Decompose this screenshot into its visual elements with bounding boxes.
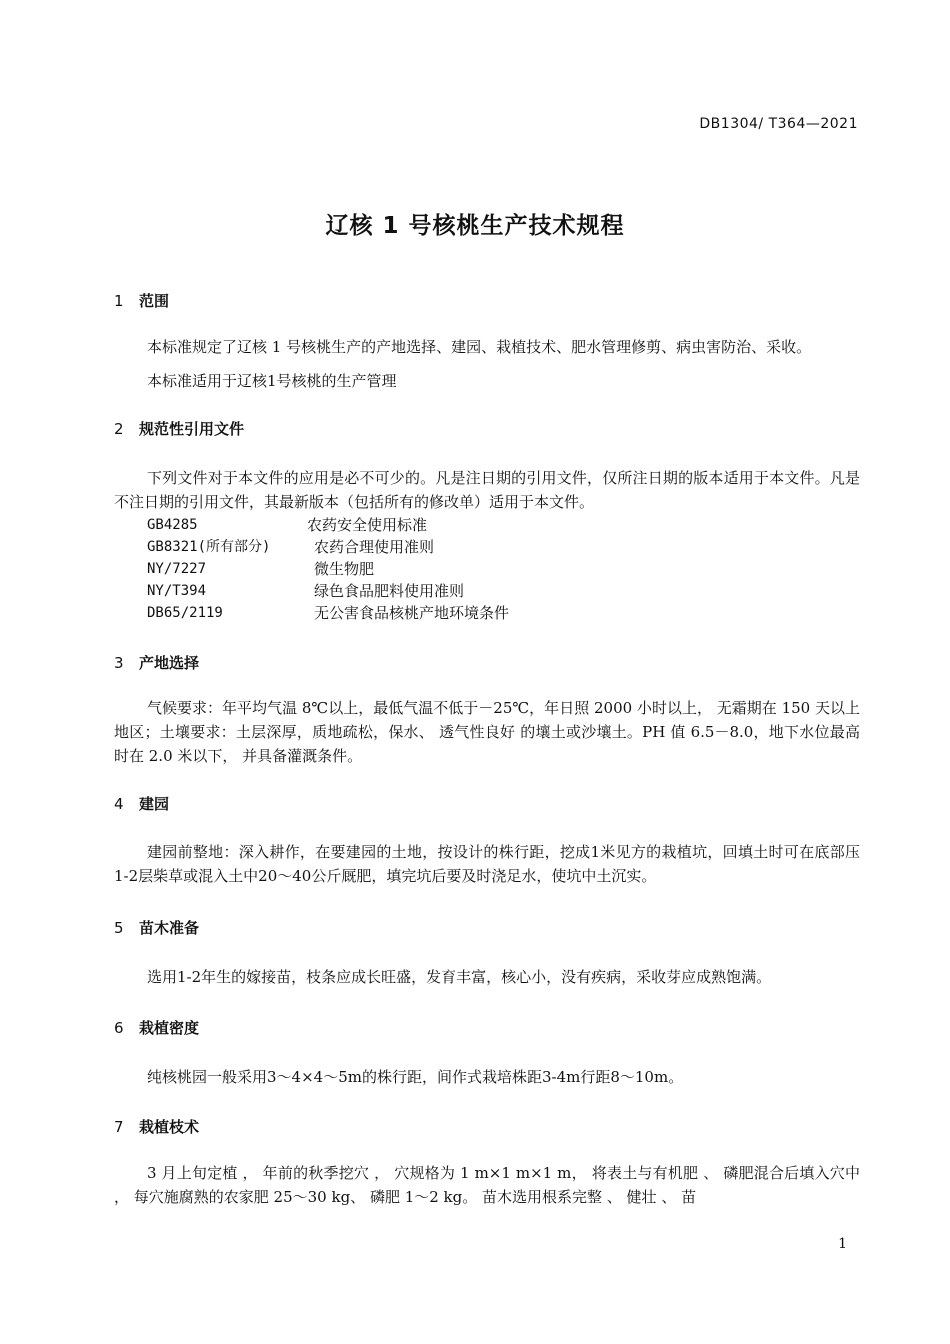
section-7-paragraph: 3 月上旬定植 ， 年前的秋季挖穴 ， 穴规格为 1 m×1 m×1 m， 将表土与有机肥 、 磷肥混合后填入穴中 ， 每穴施腐熟的农家肥 25～30 kg、 磷肥 1～2 kg。 苗木选用根系完整 、 健壮 、 苗 [114, 1164, 860, 1206]
document-code: DB1304/ T364—2021 [699, 116, 858, 132]
section-title: 规范性引用文件 [139, 420, 245, 438]
section-number: 6 [114, 1019, 124, 1037]
section-2-intro: 下列文件对于本文件的应用是必不可少的。凡是注日期的引用文件，仅所注日期的版本适用于本文件。凡是不注日期的引用文件，其最新版本（包括所有的修改单）适用于本文件。 [114, 469, 860, 511]
section-title: 苗木准备 [139, 919, 200, 937]
reference-name: 绿色食品肥料使用准则 [314, 582, 465, 600]
section-number: 4 [114, 795, 124, 813]
section-1-paragraph-1: 本标准规定了辽核 1 号核桃生产的产地选择、建园、栽植技术、肥水管理修剪、病虫害防治、采收。 [147, 338, 812, 356]
page-number: 1 [838, 1236, 847, 1252]
reference-name: 微生物肥 [314, 560, 375, 578]
reference-name: 无公害食品核桃产地环境条件 [314, 604, 510, 622]
section-1-heading [114, 290, 169, 311]
section-3-heading [114, 652, 199, 673]
section-2-heading [114, 418, 244, 439]
section-title: 范围 [139, 292, 170, 310]
reference-name: 农药合理使用准则 [314, 538, 435, 556]
reference-name: 农药安全使用标准 [307, 516, 428, 534]
section-5-heading [114, 917, 199, 938]
section-3-paragraph: 气候要求：年平均气温 8℃以上，最低气温不低于－25℃，年日照 2000 小时以上， 无霜期在 150 天以上地区；土壤要求：土层深厚，质地疏松，保水、 透气性良好 的壤土或沙壤土。PH 值 6.5－8.0，地下水位最高时在 2.0 米以下， 并具备灌溉条件。 [114, 699, 860, 765]
section-title: 栽植枝术 [139, 1118, 200, 1136]
reference-code: GB4285 [147, 517, 198, 533]
section-number: 1 [114, 292, 124, 310]
document-title: 辽核 1 号核桃生产技术规程 [325, 213, 625, 239]
section-4-paragraph: 建园前整地：深入耕作，在要建园的土地，按设计的株行距，挖成1米见方的栽植坑，回填土时可在底部压1-2层柴草或混入土中20～40公斤厩肥，填完坑后要及时浇足水，使坑中土沉实。 [114, 843, 860, 885]
section-5-paragraph: 选用1-2年生的嫁接苗，枝条应成长旺盛，发育丰富，核心小，没有疾病，采收芽应成熟饱满。 [147, 968, 772, 986]
section-7-heading [114, 1116, 199, 1137]
section-number: 3 [114, 654, 124, 672]
section-6-paragraph: 纯核桃园一般采用3～4×4～5m的株行距，间作式栽培株距3-4m行距8～10m。 [147, 1068, 684, 1086]
section-1-paragraph-2: 本标准适用于辽核1号核桃的生产管理 [147, 372, 397, 390]
reference-code: NY/7227 [147, 561, 207, 577]
section-title: 产地选择 [139, 654, 200, 672]
reference-code: GB8321(所有部分) [147, 539, 271, 555]
section-6-heading [114, 1017, 199, 1038]
section-title: 建园 [139, 795, 170, 813]
section-title: 栽植密度 [139, 1019, 200, 1037]
reference-code: DB65/2119 [147, 605, 223, 621]
reference-code: NY/T394 [147, 583, 207, 599]
section-number: 7 [114, 1118, 124, 1136]
section-number: 2 [114, 420, 124, 438]
section-number: 5 [114, 919, 124, 937]
section-4-heading [114, 793, 169, 814]
